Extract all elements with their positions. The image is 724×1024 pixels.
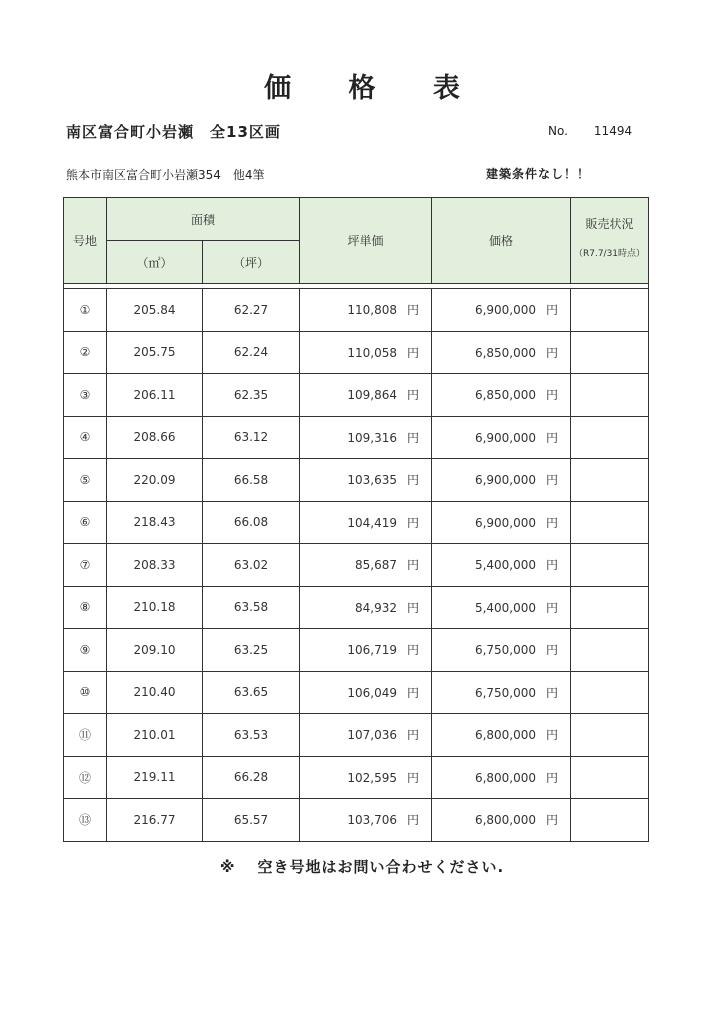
area-tsubo: 62.24 <box>203 331 300 374</box>
area-tsubo: 63.53 <box>203 714 300 757</box>
yen-unit: 円 <box>407 685 420 700</box>
yen-unit: 円 <box>407 345 420 360</box>
footnote <box>0 856 724 877</box>
unit-price-value: 103,635 <box>347 473 398 488</box>
unit-price-value: 106,049 <box>347 685 398 700</box>
price-value: 6,900,000 <box>474 473 537 488</box>
unit-price-value: 109,316 <box>347 430 398 445</box>
table-row <box>64 714 649 757</box>
area-tsubo: 66.58 <box>203 459 300 502</box>
price-value: 6,750,000 <box>474 685 537 700</box>
table-row <box>64 289 649 332</box>
page-title: 価 格 表 <box>264 73 484 104</box>
table-row <box>64 629 649 672</box>
price-value: 6,800,000 <box>474 728 537 743</box>
table-row <box>64 586 649 629</box>
yen-unit: 円 <box>546 600 559 615</box>
price-value: 6,900,000 <box>474 515 537 530</box>
sales-status <box>571 799 649 842</box>
price <box>432 714 571 757</box>
header-sqm: （㎡） <box>107 241 203 284</box>
price-value: 6,900,000 <box>474 303 537 318</box>
unit-price <box>300 671 432 714</box>
price <box>432 671 571 714</box>
price-value: 5,400,000 <box>474 558 537 573</box>
yen-unit: 円 <box>407 303 420 318</box>
sales-status <box>571 544 649 587</box>
yen-unit: 円 <box>546 473 559 488</box>
unit-price-value: 110,808 <box>347 303 398 318</box>
price-value: 6,750,000 <box>474 643 537 658</box>
header-lot: 号地 <box>64 198 107 284</box>
lot-number: ⑨ <box>64 629 107 672</box>
area-tsubo: 63.02 <box>203 544 300 587</box>
unit-price <box>300 289 432 332</box>
area-tsubo: 65.57 <box>203 799 300 842</box>
yen-unit: 円 <box>546 558 559 573</box>
unit-price-value: 107,036 <box>347 728 398 743</box>
price <box>432 586 571 629</box>
unit-price-value: 103,706 <box>347 813 398 828</box>
area-sqm: 205.84 <box>107 289 203 332</box>
table-row <box>64 459 649 502</box>
area-tsubo: 63.12 <box>203 416 300 459</box>
table-row <box>64 544 649 587</box>
header-status-note: （R7.7/31時点） <box>573 248 646 259</box>
lot-number: ⑥ <box>64 501 107 544</box>
yen-unit: 円 <box>546 728 559 743</box>
yen-unit: 円 <box>546 770 559 785</box>
yen-unit: 円 <box>407 643 420 658</box>
area-tsubo: 63.65 <box>203 671 300 714</box>
unit-price <box>300 799 432 842</box>
unit-price <box>300 459 432 502</box>
price <box>432 544 571 587</box>
price-table <box>63 197 649 842</box>
subtitle: 南区富合町小岩瀬 全13区画 <box>66 123 281 141</box>
unit-price-value: 102,595 <box>347 770 398 785</box>
yen-unit: 円 <box>546 430 559 445</box>
unit-price-value: 104,419 <box>347 515 398 530</box>
footnote-text: 空き号地はお問い合わせください. <box>257 858 505 876</box>
header-unit-price: 坪単価 <box>300 198 432 284</box>
sales-status <box>571 671 649 714</box>
yen-unit: 円 <box>407 388 420 403</box>
lot-number: ⑤ <box>64 459 107 502</box>
price-value: 5,400,000 <box>474 600 537 615</box>
lot-number: ④ <box>64 416 107 459</box>
unit-price-value: 85,687 <box>355 558 398 573</box>
yen-unit: 円 <box>407 600 420 615</box>
lot-number: ⑪ <box>64 714 107 757</box>
table-row <box>64 799 649 842</box>
price <box>432 629 571 672</box>
table-row <box>64 671 649 714</box>
area-tsubo: 62.27 <box>203 289 300 332</box>
header-status-label: 販売状況 <box>585 216 634 231</box>
table-row <box>64 331 649 374</box>
price <box>432 459 571 502</box>
price-value: 6,900,000 <box>474 430 537 445</box>
unit-price <box>300 544 432 587</box>
sales-status <box>571 289 649 332</box>
unit-price-value: 84,932 <box>355 600 398 615</box>
address: 熊本市南区富合町小岩瀬354 他4筆 <box>66 168 265 182</box>
table-row <box>64 374 649 417</box>
area-tsubo: 63.25 <box>203 629 300 672</box>
lot-number: ⑬ <box>64 799 107 842</box>
unit-price-value: 106,719 <box>347 643 398 658</box>
price <box>432 416 571 459</box>
yen-unit: 円 <box>546 345 559 360</box>
table-row <box>64 416 649 459</box>
yen-unit: 円 <box>407 770 420 785</box>
unit-price <box>300 331 432 374</box>
sales-status <box>571 501 649 544</box>
sales-status <box>571 586 649 629</box>
area-sqm: 210.01 <box>107 714 203 757</box>
yen-unit: 円 <box>546 388 559 403</box>
yen-unit: 円 <box>407 473 420 488</box>
lot-number: ③ <box>64 374 107 417</box>
unit-price <box>300 714 432 757</box>
sales-status <box>571 756 649 799</box>
lot-number: ① <box>64 289 107 332</box>
table-row <box>64 756 649 799</box>
header-area: 面積 <box>107 198 300 241</box>
yen-unit: 円 <box>407 813 420 828</box>
sales-status <box>571 416 649 459</box>
yen-unit: 円 <box>546 813 559 828</box>
header-status <box>571 198 649 284</box>
sales-status <box>571 629 649 672</box>
area-tsubo: 66.08 <box>203 501 300 544</box>
area-sqm: 216.77 <box>107 799 203 842</box>
yen-unit: 円 <box>546 303 559 318</box>
unit-price <box>300 629 432 672</box>
lot-number: ⑦ <box>64 544 107 587</box>
price-value: 6,800,000 <box>474 770 537 785</box>
yen-unit: 円 <box>546 643 559 658</box>
price <box>432 331 571 374</box>
sales-status <box>571 374 649 417</box>
price <box>432 289 571 332</box>
price <box>432 799 571 842</box>
price <box>432 374 571 417</box>
building-condition: 建築条件なし！！ <box>486 167 591 181</box>
unit-price <box>300 501 432 544</box>
lot-number: ⑫ <box>64 756 107 799</box>
reference-mark: ※ <box>219 858 236 876</box>
area-sqm: 219.11 <box>107 756 203 799</box>
area-sqm: 218.43 <box>107 501 203 544</box>
yen-unit: 円 <box>546 685 559 700</box>
area-sqm: 208.33 <box>107 544 203 587</box>
area-sqm: 220.09 <box>107 459 203 502</box>
area-sqm: 210.18 <box>107 586 203 629</box>
area-sqm: 210.40 <box>107 671 203 714</box>
yen-unit: 円 <box>546 515 559 530</box>
unit-price <box>300 586 432 629</box>
area-sqm: 206.11 <box>107 374 203 417</box>
price <box>432 756 571 799</box>
yen-unit: 円 <box>407 728 420 743</box>
price-value: 6,850,000 <box>474 388 537 403</box>
sales-status <box>571 331 649 374</box>
area-sqm: 205.75 <box>107 331 203 374</box>
area-tsubo: 66.28 <box>203 756 300 799</box>
price-value: 6,800,000 <box>474 813 537 828</box>
yen-unit: 円 <box>407 558 420 573</box>
document-number <box>548 124 632 138</box>
price-value: 6,850,000 <box>474 345 537 360</box>
yen-unit: 円 <box>407 430 420 445</box>
header-price: 価格 <box>432 198 571 284</box>
document-number-label: No. <box>548 124 568 138</box>
unit-price-value: 109,864 <box>347 388 398 403</box>
sales-status <box>571 459 649 502</box>
lot-number: ⑩ <box>64 671 107 714</box>
area-tsubo: 63.58 <box>203 586 300 629</box>
unit-price <box>300 416 432 459</box>
price <box>432 501 571 544</box>
unit-price-value: 110,058 <box>347 345 398 360</box>
yen-unit: 円 <box>407 515 420 530</box>
sales-status <box>571 714 649 757</box>
lot-number: ② <box>64 331 107 374</box>
table-row <box>64 501 649 544</box>
area-sqm: 208.66 <box>107 416 203 459</box>
document-number-value: 11494 <box>593 124 633 138</box>
area-sqm: 209.10 <box>107 629 203 672</box>
area-tsubo: 62.35 <box>203 374 300 417</box>
header-tsubo: （坪） <box>203 241 300 284</box>
unit-price <box>300 374 432 417</box>
unit-price <box>300 756 432 799</box>
lot-number: ⑧ <box>64 586 107 629</box>
